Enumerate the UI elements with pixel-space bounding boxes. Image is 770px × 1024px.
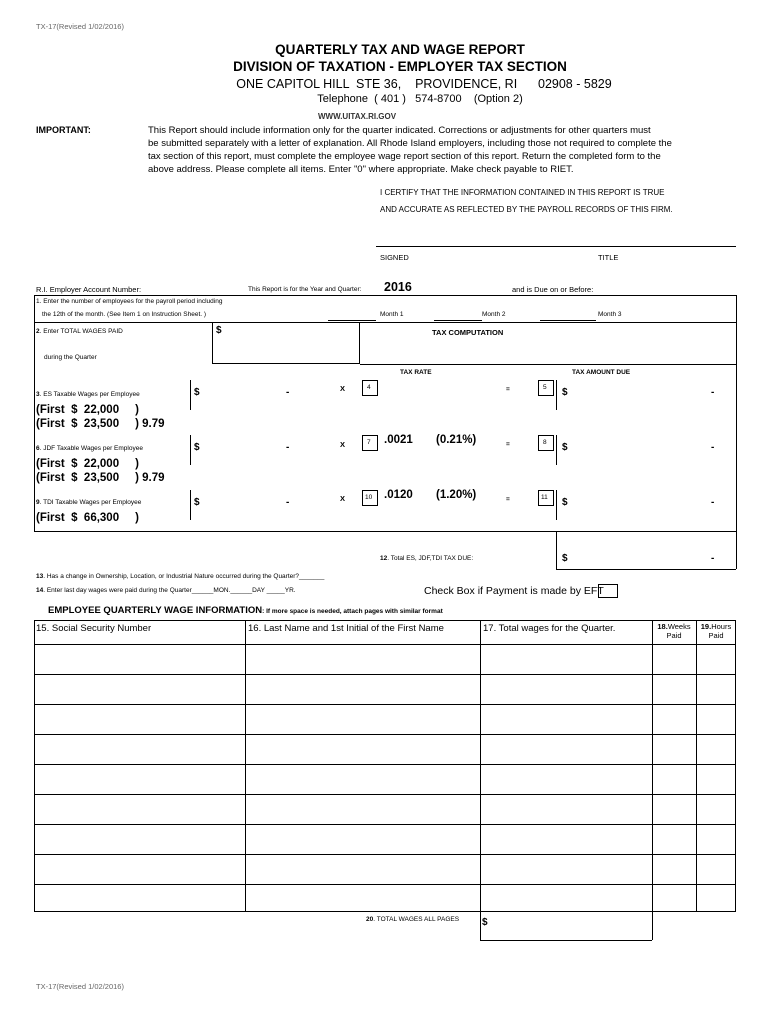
jdf-multiply: X (340, 440, 346, 449)
item1-line1: 1. Enter the number of employees for the payroll period including (36, 298, 223, 305)
col-weeks (652, 622, 696, 640)
tdi-limit-1: (First $ 66,300 ) (36, 512, 139, 524)
es-box-4: 4 (362, 380, 378, 396)
tdi-num: 9 (36, 499, 40, 506)
es-text: . ES Taxable Wages per Employee (39, 391, 140, 398)
tdi-multiply: X (340, 494, 346, 503)
item2-sub: during the Quarter (44, 354, 97, 361)
item20-label (366, 916, 459, 923)
wage-info-title-text: EMPLOYEE QUARTERLY WAGE INFORMATION (48, 605, 263, 616)
tdi-wages-label (36, 499, 141, 506)
address: ONE CAPITOL HILL STE 36, PROVIDENCE, RI 02908 - 5829 (236, 77, 612, 91)
jdf-limit-1: (First $ 22,000 ) (36, 458, 139, 470)
signed-label: SIGNED (380, 253, 409, 262)
website: WWW.UITAX.RI.GOV (318, 112, 397, 121)
wage-row-6[interactable] (35, 795, 245, 824)
important-line: This Report should include information only for the quarter indicated. Corrections or adjustments for other quarters must (148, 125, 651, 136)
item14-text: . Enter last day wages were paid during the Quarter______MON.______DAY _____YR. (43, 587, 296, 594)
form-id-top: TX-17(Revised 1/02/2016) (36, 22, 124, 31)
item13-text: . Has a change in Ownership, Location, or Industrial Nature occurred during the Quarter?_______ (43, 573, 325, 580)
important-label: IMPORTANT: (36, 125, 91, 135)
jdf-tax-dollar: $ (562, 442, 568, 453)
item2-label (36, 328, 123, 335)
item20-num: 20 (366, 916, 374, 923)
wage-row-9[interactable] (35, 885, 245, 912)
month1-input[interactable] (328, 320, 376, 321)
title-line2: DIVISION OF TAXATION - EMPLOYER TAX SECTION (233, 59, 567, 74)
es-equals: = (506, 386, 510, 393)
col-hours-text: Hours (711, 622, 732, 631)
eft-label: Check Box if Payment is made by EFT (424, 585, 604, 597)
tdi-tax-dollar: $ (562, 497, 568, 508)
tdi-tax-value[interactable]: - (711, 497, 715, 508)
es-box-5: 5 (538, 380, 554, 396)
month1-label: Month 1 (380, 311, 404, 318)
total-wages-dollar: $ (216, 325, 222, 336)
wage-row-2[interactable] (35, 675, 245, 704)
es-num: 3 (36, 391, 40, 398)
jdf-box-7: 7 (362, 435, 378, 451)
jdf-limit-2: (First $ 23,500 ) 9.79 (36, 472, 165, 484)
signature-line[interactable] (376, 246, 736, 247)
total-wages-input[interactable] (212, 322, 360, 364)
month3-label: Month 3 (598, 311, 622, 318)
es-multiply: X (340, 384, 346, 393)
item12-num: 12 (380, 555, 388, 562)
tax-computation-heading: TAX COMPUTATION (432, 328, 504, 337)
col-wages-text: . Total wages for the Quarter. (493, 623, 616, 634)
tdi-text: . TDI Taxable Wages per Employee (39, 499, 142, 506)
col-ssn-num: 15 (36, 623, 47, 634)
item1-line2: the 12th of the month. (See Item 1 on Instruction Sheet. ) (42, 311, 207, 318)
eft-checkbox[interactable] (598, 584, 618, 598)
tax-amount-heading: TAX AMOUNT DUE (572, 369, 631, 376)
wage-info-note: : If more space is needed, attach pages with similar format (262, 608, 443, 615)
wage-row-3[interactable] (35, 705, 245, 734)
important-line: tax section of this report, must complete the employee wage report section of this report. Return the completed form to the (148, 151, 661, 162)
total-wages-all-pages-dollar[interactable]: $ (482, 917, 488, 928)
jdf-rate-pct: (0.21%) (436, 434, 477, 446)
tdi-wages-value[interactable]: - (286, 497, 290, 508)
col-wages-num: 17 (483, 623, 494, 634)
certify-line1: I CERTIFY THAT THE INFORMATION CONTAINED IN THIS REPORT IS TRUE (380, 188, 665, 197)
item2-num: 2 (36, 328, 40, 335)
item13-label (36, 573, 324, 580)
wage-info-title (48, 605, 443, 616)
jdf-tax-value[interactable]: - (711, 442, 715, 453)
due-date-label: and is Due on or Before: (512, 285, 594, 294)
certify-line2: AND ACCURATE AS REFLECTED BY THE PAYROLL RECORDS OF THIS FIRM. (380, 205, 673, 214)
important-text (148, 124, 748, 176)
jdf-equals: = (506, 441, 510, 448)
col-weeks-num: 18. (657, 622, 668, 631)
jdf-wages-label (36, 445, 143, 452)
wage-row-5[interactable] (35, 765, 245, 794)
col-weeks-text: Weeks (667, 622, 691, 631)
month3-input[interactable] (540, 320, 596, 321)
form-id-bottom: TX-17(Revised 1/02/2016) (36, 982, 124, 991)
tdi-rate-pct: (1.20%) (436, 489, 477, 501)
tdi-box-10: 10 (362, 490, 378, 506)
report-year: 2016 (384, 280, 412, 294)
item14-num: 14 (36, 587, 44, 594)
tdi-rate: .0120 (384, 489, 413, 501)
tdi-dollar: $ (194, 497, 200, 508)
col-name (248, 623, 444, 634)
es-limit-2: (First $ 23,500 ) 9.79 (36, 418, 165, 430)
es-limit-1: (First $ 22,000 ) (36, 404, 139, 416)
wage-row-7[interactable] (35, 825, 245, 854)
account-number-label: R.I. Employer Account Number: (36, 285, 142, 294)
month2-input[interactable] (434, 320, 482, 321)
item20-text: . TOTAL WAGES ALL PAGES (373, 916, 460, 923)
tdi-box-11: 11 (538, 490, 554, 506)
total-tax-value[interactable]: - (711, 553, 715, 564)
tdi-equals: = (506, 496, 510, 503)
title-label: TITLE (598, 253, 619, 262)
jdf-text: . JDF Taxable Wages per Employee (39, 445, 143, 452)
col-ssn-text: . Social Security Number (46, 623, 152, 634)
col-wages (483, 623, 615, 634)
es-wages-label (36, 391, 140, 398)
es-wages-value[interactable]: - (286, 387, 290, 398)
important-line: above address. Please complete all items. Enter "0" where appropriate. Make check payable to RIET. (148, 164, 574, 175)
col-hours-num: 19. (700, 622, 712, 631)
month2-label: Month 2 (482, 311, 506, 318)
jdf-dollar: $ (194, 442, 200, 453)
jdf-rate: .0021 (384, 434, 413, 446)
item13-num: 13 (36, 573, 44, 580)
col-weeks-sub: Paid (666, 631, 682, 640)
jdf-num: 6 (36, 445, 40, 452)
col-ssn (36, 623, 151, 634)
es-tax-dollar: $ (562, 387, 568, 398)
wage-row-4[interactable] (35, 735, 245, 764)
item12-text: . Total ES, JDF,TDI TAX DUE: (387, 555, 474, 562)
tax-rate-heading: TAX RATE (400, 369, 432, 376)
title-line1: QUARTERLY TAX AND WAGE REPORT (275, 42, 525, 57)
item12-label (380, 555, 473, 562)
es-dollar: $ (194, 387, 200, 398)
telephone: Telephone ( 401 ) 574-8700 (Option 2) (317, 93, 523, 105)
total-tax-dollar: $ (562, 553, 568, 564)
jdf-wages-value[interactable]: - (286, 442, 290, 453)
jdf-box-8: 8 (538, 435, 554, 451)
important-line: be submitted separately with a letter of explanation. All Rhode Island employers, including those not required to complete the (148, 138, 672, 149)
es-tax-value[interactable]: - (711, 387, 715, 398)
wage-row-8[interactable] (35, 855, 245, 884)
col-name-num: 16 (248, 623, 259, 634)
item14-label (36, 587, 296, 594)
col-hours-sub: Paid (708, 631, 724, 640)
col-name-text: . Last Name and 1st Initial of the First Name (258, 623, 444, 634)
item2-text: . Enter TOTAL WAGES PAID (39, 328, 123, 335)
wage-row-1[interactable] (35, 645, 245, 674)
col-hours (696, 622, 736, 640)
year-quarter-label: This Report is for the Year and Quarter: (248, 286, 362, 293)
